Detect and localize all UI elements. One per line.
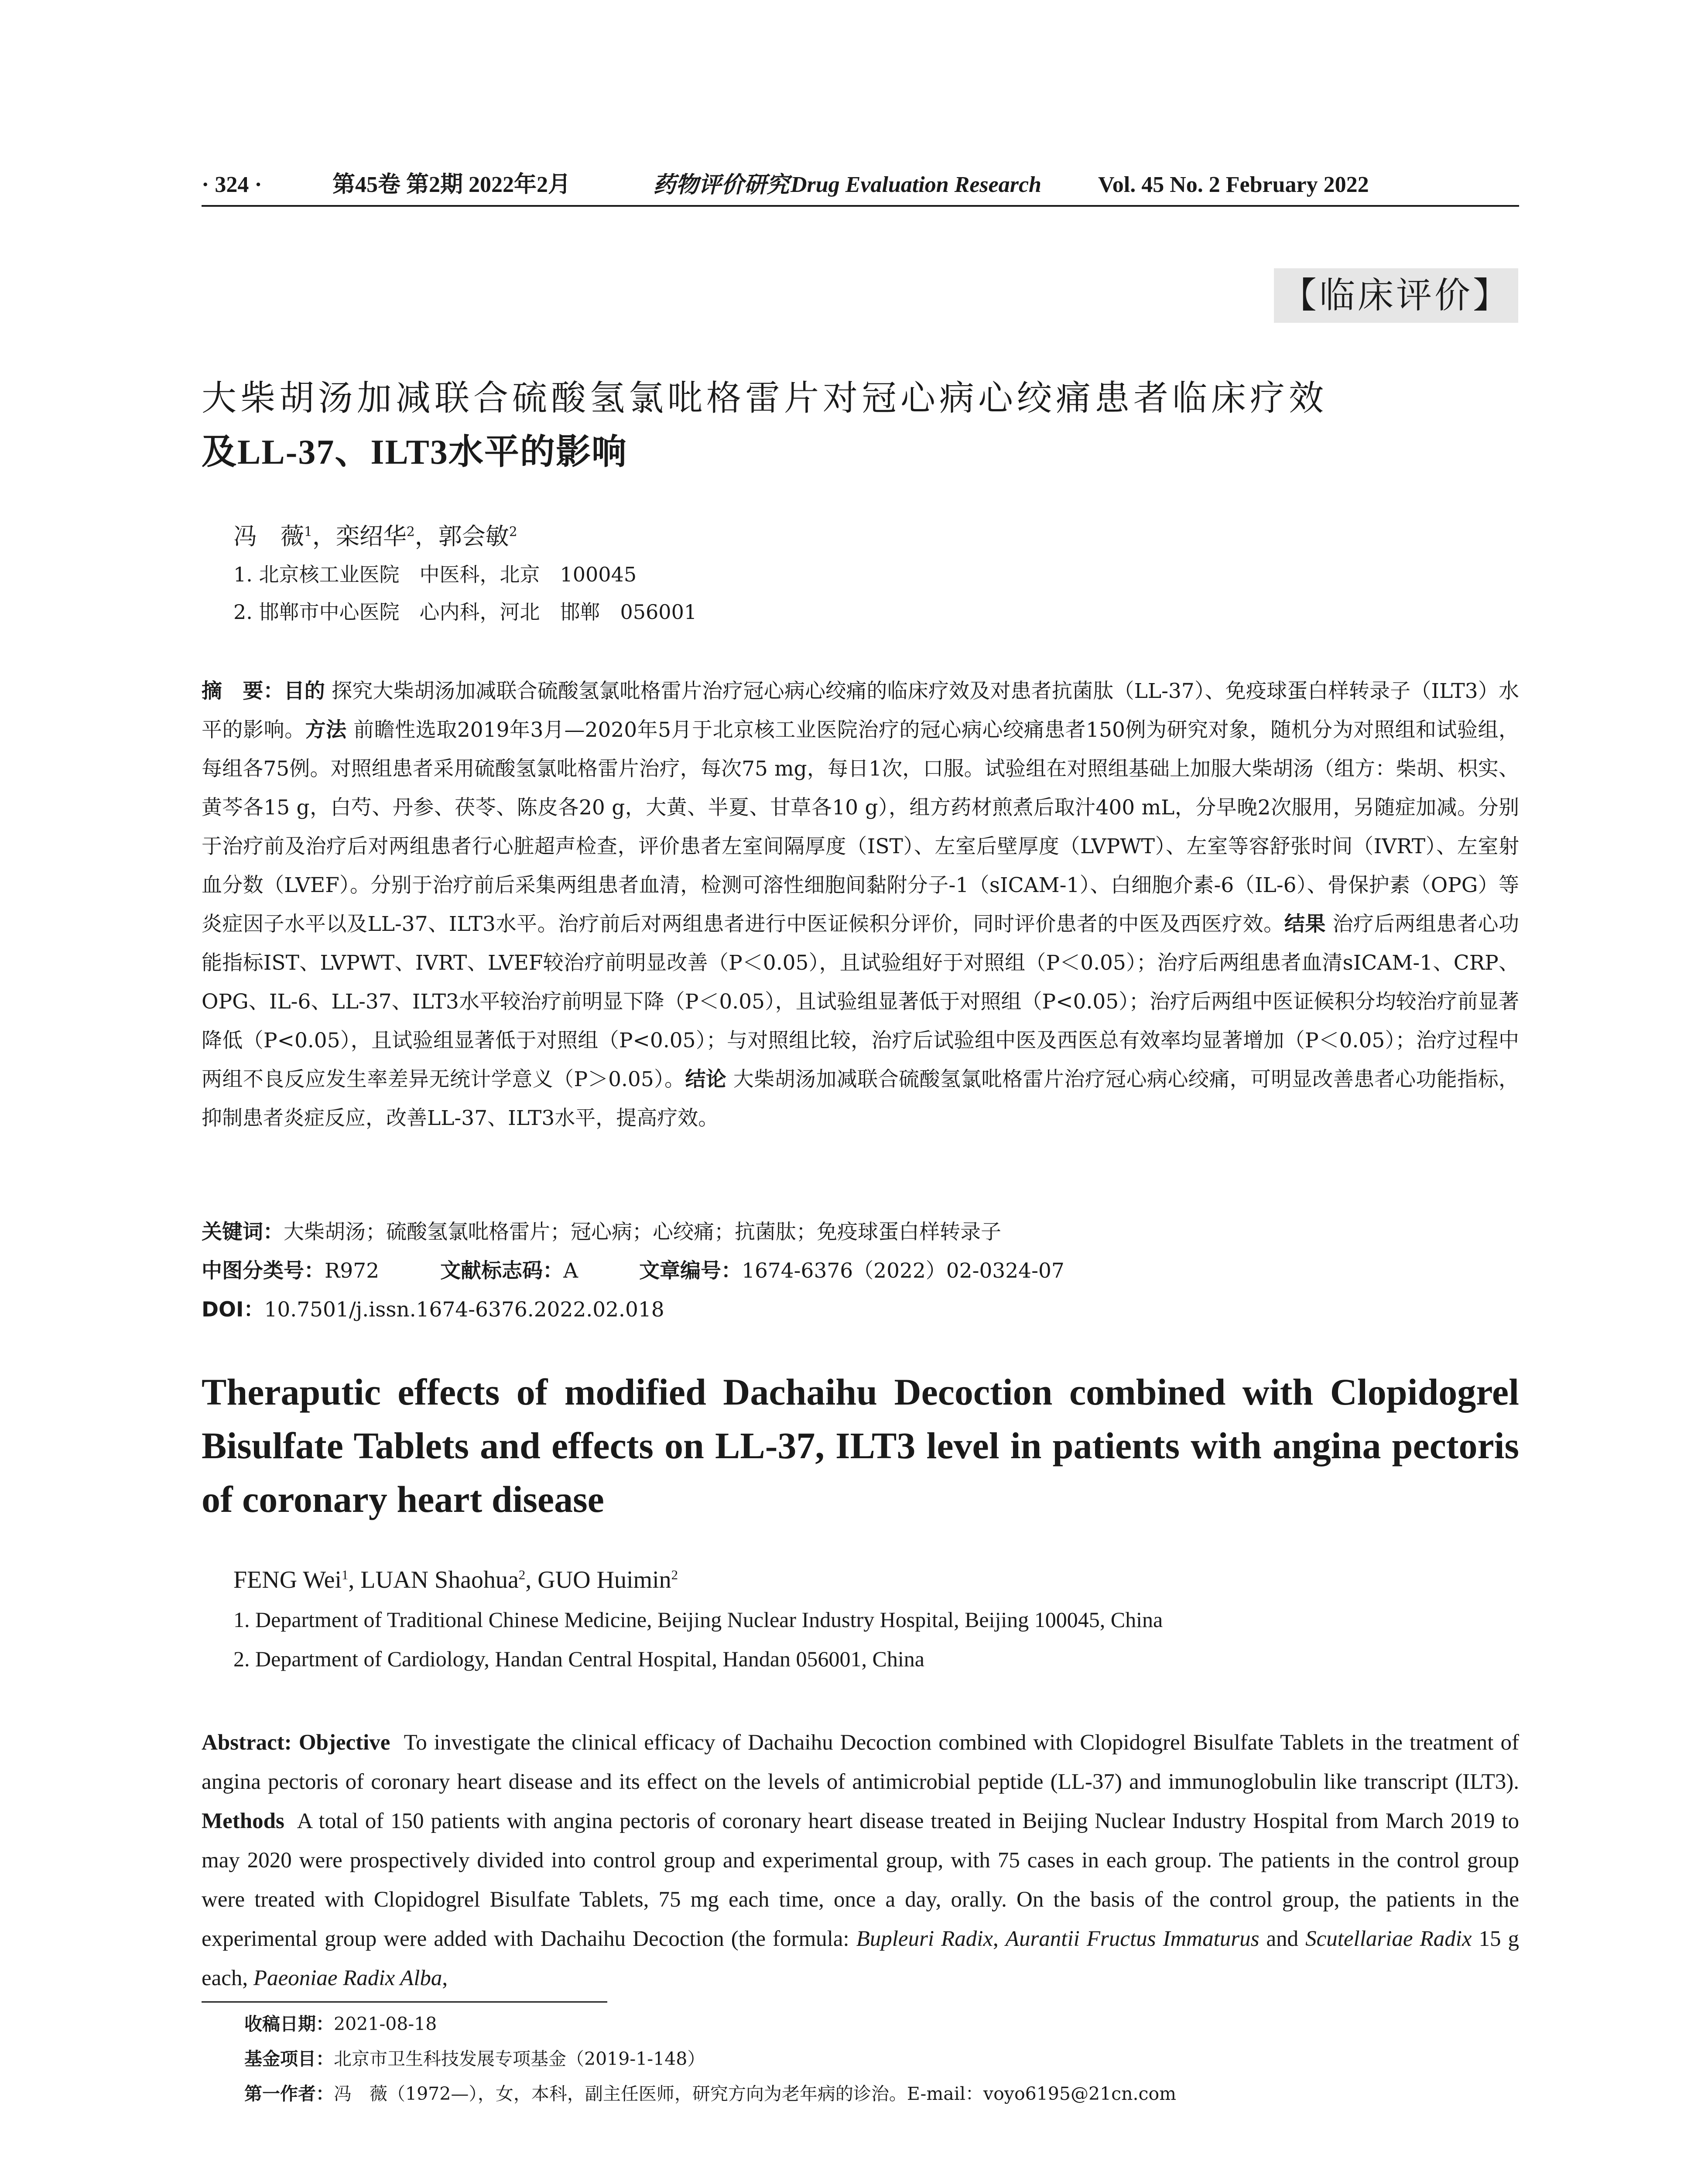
doi-label: DOI：	[202, 1298, 264, 1322]
herb-dose: 15 g each,	[202, 1927, 1520, 1990]
keywords-cn	[202, 1213, 1001, 1251]
herb-and: and	[1266, 1927, 1299, 1951]
author-en-3: GUO Huimin	[537, 1566, 671, 1593]
running-header	[202, 169, 1519, 201]
received-label: 收稿日期：	[244, 2013, 334, 2034]
affiliation-cn-2: 2. 邯郸市中心医院 心内科，河北 邯郸 056001	[233, 600, 697, 624]
title-cn	[202, 371, 1519, 480]
fund-label: 基金项目：	[244, 2048, 334, 2069]
abstract-en	[202, 1723, 1519, 1998]
received-value: 2021-08-18	[334, 2013, 437, 2034]
fund-value: 北京市卫生科技发展专项基金（2019-1-148）	[334, 2048, 705, 2069]
article-no-value: 1674-6376（2022）02-0324-07	[742, 1259, 1065, 1283]
article-no-label: 文章编号：	[639, 1259, 742, 1283]
section-label: 【临床评价】	[1274, 268, 1518, 323]
author-1: 冯 薇	[233, 523, 304, 550]
herb-4: Paeoniae Radix Alba	[253, 1966, 442, 1990]
first-author-label: 第一作者：	[244, 2083, 334, 2104]
keywords-value: 大柴胡汤；硫酸氢氯吡格雷片；冠心病；心绞痛；抗菌肽；免疫球蛋白样转录子	[284, 1220, 1001, 1244]
footnote-fund	[244, 2046, 705, 2072]
methods-en-label: Methods	[202, 1809, 284, 1833]
results-text: 治疗后两组患者心功能指标IST、LVPWT、IVRT、LVEF较治疗前明显改善（P＜0.05），且试验组好于对照组（P＜0.05）；治疗后两组患者血清sICAM-1、CRP、OPG、IL-6、LL-37、ILT3水平较治疗前明显下降（P＜0.05），且试验组显著低于对照组（P<0.05）；治疗后两组中医证候积分均较治疗前显著降低（P<0.05），且试验组显著低于对照组（P<0.05）；与对照组比较，治疗后试验组中医及西医总有效率均显著增加（P＜0.05）；治疗过程中两组不良反应发生率差异无统计学意义（P＞0.05）。	[202, 912, 1519, 1091]
author-2-sup: 2	[406, 524, 415, 540]
footnote-rule	[202, 2001, 607, 2003]
herb-2: Aurantii Fructus Immaturus	[1005, 1927, 1260, 1951]
title-cn-line1: 大柴胡汤加减联合硫酸氢氯吡格雷片对冠心病心绞痛患者临床疗效	[202, 378, 1328, 418]
author-en-1-sup: 1	[342, 1567, 349, 1583]
footnote-author	[244, 2081, 1176, 2107]
author-en-sep: ,	[348, 1566, 361, 1593]
author-en-1: FENG Wei	[233, 1566, 342, 1593]
affiliation-en-1: 1. Department of Traditional Chinese Medicine, Beijing Nuclear Industry Hospital, Beijing 100045, China	[233, 1607, 1163, 1632]
results-label: 结果	[1284, 912, 1326, 936]
doc-code-value: A	[563, 1259, 578, 1283]
issue-cn: 第45卷 第2期 2022年2月	[332, 172, 571, 197]
objective-text: 探究大柴胡汤加减联合硫酸氢氯吡格雷片治疗冠心病心绞痛的临床疗效及对患者抗菌肽（LL-37）、免疫球蛋白样转录子（ILT3）水平的影响。	[202, 679, 1519, 742]
herb-sep: ,	[993, 1927, 999, 1951]
conclusion-label: 结论	[685, 1067, 727, 1091]
objective-en-label: Objective	[298, 1730, 390, 1755]
conclusion-text: 大柴胡汤加减联合硫酸氢氯吡格雷片治疗冠心病心绞痛，可明显改善患者心功能指标，抑制患者炎症反应，改善LL-37、ILT3水平，提高疗效。	[202, 1067, 1520, 1130]
author-en-2-sup: 2	[518, 1567, 526, 1583]
title-en: Theraputic effects of modified Dachaihu Decoction combined with Clopidogrel Bisulfate Tablets and effects on LL-37, ILT3 level in patients with angina pectoris of coronary heart disease	[202, 1371, 1519, 1520]
title-cn-line2: 及LL-37、ILT3水平的影响	[202, 433, 627, 472]
author-1-sup: 1	[304, 524, 312, 540]
doi-line	[202, 1290, 664, 1329]
clc-value: R972	[325, 1259, 380, 1283]
author-en-sep: ,	[525, 1566, 538, 1593]
methods-en-text: A total of 150 patients with angina pectoris of coronary heart disease treated in Beijing Nuclear Industry Hospital from March 2019 to may 2020 were prospectively divided into control group and experimental group, with 75 cases in each group. The patients in the control group were treated with Clopidogrel Bisulfate Tablets, 75 mg each time, once a day, orally. On the basis of the control group, the patients in the experimental group were added with Dachaihu Decoction (the formula:	[202, 1809, 1520, 1951]
objective-label: 目的	[284, 679, 325, 703]
abstract-en-label: Abstract:	[202, 1730, 292, 1755]
issue-en: Vol. 45 No. 2 February 2022	[1098, 172, 1369, 197]
objective-en-text: To investigate the clinical efficacy of Dachaihu Decoction combined with Clopidogrel Bisulfate Tablets in the treatment of angina pectoris of coronary heart disease and its effect on the levels of antimicrobial peptide (LL-37) and immunoglobulin like transcript (ILT3).	[202, 1730, 1520, 1794]
methods-text: 前瞻性选取2019年3月—2020年5月于北京核工业医院治疗的冠心病心绞痛患者150例为研究对象，随机分为对照组和试验组，每组各75例。对照组患者采用硫酸氢氯吡格雷片治疗，每次75 mg，每日1次，口服。试验组在对照组基础上加服大柴胡汤（组方：柴胡、枳实、黄芩各15 g，白芍、丹参、茯苓、陈皮各20 g，大黄、半夏、甘草各10 g），组方药材煎煮后取汁400 mL，分早晚2次服用，另随症加减。分别于治疗前及治疗后对两组患者行心脏超声检查，评价患者左室间隔厚度（IST）、左室后壁厚度（LVPWT）、左室等容舒张时间（IVRT）、左室射血分数（LVEF）。分别于治疗前后采集两组患者血清，检测可溶性细胞间黏附分子-1（sICAM-1）、白细胞介素-6（IL-6）、骨保护素（OPG）等炎症因子水平以及LL-37、ILT3水平。治疗前后对两组患者进行中医证候积分评价，同时评价患者的中医及西医疗效。	[202, 718, 1520, 936]
methods-label: 方法	[305, 718, 347, 742]
author-sep: ，	[414, 523, 438, 550]
author-3: 郭会敏	[438, 523, 509, 550]
herb-3: Scutellariae Radix	[1305, 1927, 1472, 1951]
classification-line	[202, 1251, 1065, 1290]
authors-en	[233, 1562, 678, 1597]
author-en-3-sup: 2	[671, 1567, 678, 1583]
abstract-cn-label: 摘 要：	[202, 679, 284, 703]
header-rule	[202, 205, 1519, 207]
authors-cn	[233, 519, 517, 554]
journal-logo-cn: 药物评价研究	[653, 171, 790, 198]
doi-value: 10.7501/j.issn.1674-6376.2022.02.018	[264, 1298, 664, 1322]
author-en-2: LUAN Shaohua	[360, 1566, 519, 1593]
footnote-received	[244, 2011, 437, 2037]
doc-code-label: 文献标志码：	[440, 1259, 564, 1283]
affiliation-en-2: 2. Department of Cardiology, Handan Central Hospital, Handan 056001, China	[233, 1647, 924, 1671]
affiliation-cn-1: 1. 北京核工业医院 中医科，北京 100045	[233, 563, 637, 586]
journal-name-en: Drug Evaluation Research	[791, 172, 1041, 197]
author-sep: ，	[312, 523, 336, 550]
keywords-label: 关键词：	[202, 1220, 284, 1244]
page-number: · 324 ·	[202, 172, 262, 197]
clc-label: 中图分类号：	[202, 1259, 325, 1283]
abstract-cn	[202, 672, 1519, 1138]
abstract-en-trail: ,	[442, 1966, 448, 1990]
author-2: 栾绍华	[335, 523, 407, 550]
first-author-value: 冯 薇（1972—），女，本科，副主任医师，研究方向为老年病的诊治。E-mail：voyo6195@21cn.com	[334, 2083, 1177, 2104]
author-3-sup: 2	[509, 524, 517, 540]
herb-1: Bupleuri Radix	[856, 1927, 993, 1951]
